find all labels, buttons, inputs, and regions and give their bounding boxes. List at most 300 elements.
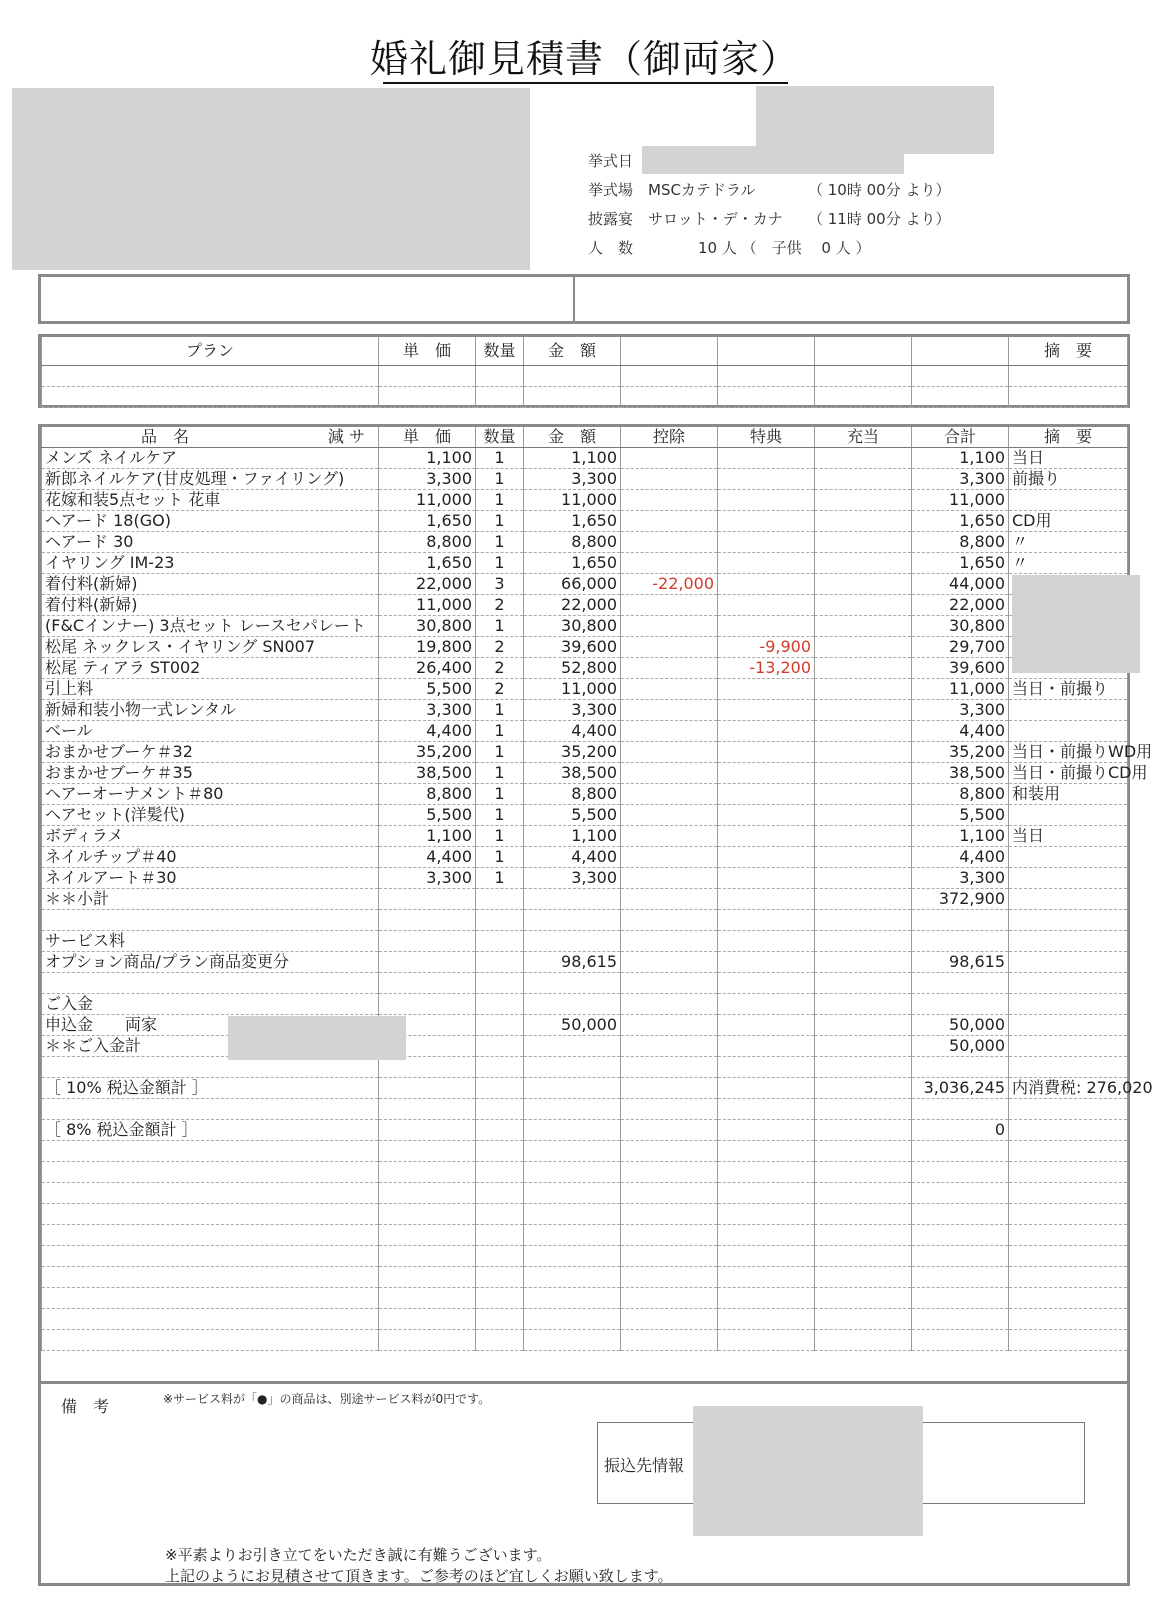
- blank-cell: [476, 1267, 524, 1288]
- cell-benefit: [718, 490, 815, 511]
- cell-item-name: メンズ ネイルケア: [42, 448, 379, 469]
- cell-remarks: 〃: [1009, 532, 1128, 553]
- cell-deduction: [621, 784, 718, 805]
- blank-cell: [621, 1036, 718, 1057]
- blank-cell: [718, 931, 815, 952]
- cell-amount: 35,200: [524, 742, 621, 763]
- summary-row: [42, 952, 1128, 973]
- plan-col-blank: [912, 337, 1009, 365]
- cell-deduction: [621, 553, 718, 574]
- items-col-allocation: 充当: [815, 427, 912, 448]
- blank-cell: [379, 889, 476, 910]
- cell-amount: 30,800: [524, 616, 621, 637]
- info-box: [38, 274, 1130, 324]
- items-col-deduction: 控除: [621, 427, 718, 448]
- blank-cell: [621, 1099, 718, 1120]
- blank-cell: [815, 889, 912, 910]
- blank-cell: [524, 1078, 621, 1099]
- items-col-benefit: 特典: [718, 427, 815, 448]
- blank-cell: [1009, 952, 1128, 973]
- item-row: [42, 721, 1128, 742]
- cell-allocation: [815, 784, 912, 805]
- blank-cell: [912, 1141, 1009, 1162]
- plan-row: [42, 386, 1128, 407]
- blank-cell: [621, 889, 718, 910]
- cell-deduction: [621, 469, 718, 490]
- venue-time: （ 10時 00分 より）: [808, 181, 951, 199]
- title-underline: [383, 82, 788, 84]
- cell-unit-price: 1,100: [379, 448, 476, 469]
- blank-cell: [621, 1141, 718, 1162]
- cell-amount: 1,650: [524, 511, 621, 532]
- cell-quantity: 1: [476, 469, 524, 490]
- tax8-total: 0: [912, 1120, 1009, 1141]
- cell-allocation: [815, 700, 912, 721]
- cell-allocation: [815, 616, 912, 637]
- deposit-item: 申込金 両家: [42, 1015, 379, 1036]
- cell-total: 5,500: [912, 805, 1009, 826]
- cell-unit-price: 3,300: [379, 700, 476, 721]
- blank-cell: [524, 1162, 621, 1183]
- items-col-name-label: 品 名: [140, 427, 189, 446]
- blank-cell: [379, 973, 476, 994]
- cell-total: 22,000: [912, 595, 1009, 616]
- blank-cell: [912, 1309, 1009, 1330]
- blank-cell: [476, 910, 524, 931]
- cell-unit-price: 35,200: [379, 742, 476, 763]
- blank-cell: [476, 1204, 524, 1225]
- deposit-sum-value: 50,000: [912, 1036, 1009, 1057]
- cell-benefit: [718, 700, 815, 721]
- cell-benefit: [718, 805, 815, 826]
- blank-cell: [621, 1078, 718, 1099]
- cell-benefit: [718, 553, 815, 574]
- blank-cell: [524, 1204, 621, 1225]
- blank-cell: [42, 1204, 379, 1225]
- cell-quantity: 1: [476, 511, 524, 532]
- blank-cell: [912, 1225, 1009, 1246]
- cell-deduction: [621, 805, 718, 826]
- item-row: [42, 784, 1128, 805]
- blank-cell: [476, 973, 524, 994]
- redacted-remarks-cells: [1012, 575, 1140, 673]
- blank-cell: [42, 1267, 379, 1288]
- blank-cell: [476, 889, 524, 910]
- item-row: [42, 574, 1128, 595]
- cell-amount: 1,100: [524, 826, 621, 847]
- blank-cell: [1009, 1183, 1128, 1204]
- blank-cell: [1009, 910, 1128, 931]
- document-title: 婚礼御見積書（御両家）: [369, 37, 799, 81]
- blank-cell: [718, 889, 815, 910]
- blank-cell: [1009, 1330, 1128, 1351]
- blank-cell: [524, 1099, 621, 1120]
- blank-cell: [815, 1246, 912, 1267]
- cell-unit-price: 1,650: [379, 553, 476, 574]
- blank-cell: [524, 1036, 621, 1057]
- cell-amount: 8,800: [524, 784, 621, 805]
- blank-cell: [621, 1015, 718, 1036]
- cell-benefit: [718, 721, 815, 742]
- blank-cell: [621, 973, 718, 994]
- cell-allocation: [815, 742, 912, 763]
- tax10-label: ［ 10% 税込金額計 ］: [42, 1078, 379, 1099]
- blank-cell: [815, 952, 912, 973]
- plan-row: [42, 365, 1128, 386]
- deposit-sum-label: ＊＊ご入金計: [42, 1036, 379, 1057]
- blank-cell: [42, 1246, 379, 1267]
- blank-cell: [1009, 1120, 1128, 1141]
- blank-cell: [379, 1246, 476, 1267]
- blank-cell: [524, 1225, 621, 1246]
- items-col-unit-price: 単 価: [379, 427, 476, 448]
- blank-cell: [912, 1288, 1009, 1309]
- blank-cell: [718, 1162, 815, 1183]
- blank-cell: [1009, 1246, 1128, 1267]
- items-col-qty: 数量: [476, 427, 524, 448]
- blank-cell: [621, 1330, 718, 1351]
- blank-cell: [476, 1099, 524, 1120]
- guests-label: 人 数: [588, 239, 634, 257]
- venue-label: 挙式場: [588, 181, 634, 199]
- blank-cell: [621, 952, 718, 973]
- blank-cell: [718, 1330, 815, 1351]
- cell-benefit: [718, 763, 815, 784]
- summary-row: [42, 1288, 1128, 1309]
- cell-deduction: [621, 448, 718, 469]
- blank-cell: [476, 1120, 524, 1141]
- blank-cell: [718, 1267, 815, 1288]
- blank-cell: [912, 994, 1009, 1015]
- cell-unit-price: 30,800: [379, 616, 476, 637]
- cell-remarks: 和装用: [1009, 784, 1128, 805]
- cell-total: 38,500: [912, 763, 1009, 784]
- cell-total: 1,650: [912, 553, 1009, 574]
- cell-deduction: [621, 658, 718, 679]
- items-col-remarks: 摘 要: [1009, 427, 1128, 448]
- cell-benefit: [718, 784, 815, 805]
- blank-cell: [379, 910, 476, 931]
- summary-row: [42, 1057, 1128, 1078]
- cell-amount: 11,000: [524, 679, 621, 700]
- cell-total: 30,800: [912, 616, 1009, 637]
- blank-cell: [476, 952, 524, 973]
- cell-item-name: 松尾 ティアラ ST002: [42, 658, 379, 679]
- blank-cell: [379, 1309, 476, 1330]
- reception-label: 披露宴: [588, 210, 634, 228]
- blank-cell: [718, 1120, 815, 1141]
- blank-cell: [912, 1204, 1009, 1225]
- item-row: [42, 469, 1128, 490]
- blank-cell: [1009, 1288, 1128, 1309]
- cell-allocation: [815, 490, 912, 511]
- cell-unit-price: 8,800: [379, 784, 476, 805]
- blank-cell: [524, 1057, 621, 1078]
- cell-item-name: 新婦和装小物一式レンタル: [42, 700, 379, 721]
- blank-cell: [476, 1036, 524, 1057]
- cell-total: 8,800: [912, 784, 1009, 805]
- items-col-total: 合計: [912, 427, 1009, 448]
- item-row: [42, 679, 1128, 700]
- blank-cell: [718, 952, 815, 973]
- cell-quantity: 1: [476, 847, 524, 868]
- cell-quantity: 1: [476, 448, 524, 469]
- cell-item-name: 松尾 ネックレス・イヤリング SN007: [42, 637, 379, 658]
- cell-quantity: 1: [476, 784, 524, 805]
- blank-cell: [718, 1309, 815, 1330]
- blank-cell: [379, 1330, 476, 1351]
- summary-row: [42, 994, 1128, 1015]
- cell-unit-price: 1,100: [379, 826, 476, 847]
- deposit-label: ご入金: [42, 994, 379, 1015]
- cell-deduction: [621, 868, 718, 889]
- item-row: [42, 700, 1128, 721]
- blank-cell: [1009, 1141, 1128, 1162]
- blank-cell: [1009, 1204, 1128, 1225]
- blank-cell: [379, 1099, 476, 1120]
- blank-cell: [524, 1141, 621, 1162]
- blank-cell: [718, 994, 815, 1015]
- cell-total: 1,650: [912, 511, 1009, 532]
- blank-cell: [815, 1099, 912, 1120]
- cell-amount: 5,500: [524, 805, 621, 826]
- cell-benefit: [718, 868, 815, 889]
- cell-quantity: 1: [476, 826, 524, 847]
- blank-cell: [476, 1057, 524, 1078]
- blank-cell: [815, 1078, 912, 1099]
- blank-cell: [1009, 1036, 1128, 1057]
- redacted-header-right: [756, 86, 994, 154]
- item-row: [42, 826, 1128, 847]
- cell-item-name: 新郎ネイルケア(甘皮処理・ファイリング): [42, 469, 379, 490]
- blank-cell: [912, 1057, 1009, 1078]
- blank-cell: [718, 1015, 815, 1036]
- cell-amount: 52,800: [524, 658, 621, 679]
- blank-cell: [379, 1141, 476, 1162]
- cell-item-name: おまかせブーケ＃35: [42, 763, 379, 784]
- cell-benefit: -13,200: [718, 658, 815, 679]
- blank-cell: [1009, 931, 1128, 952]
- item-row: [42, 511, 1128, 532]
- cell-total: 11,000: [912, 679, 1009, 700]
- cell-benefit: [718, 448, 815, 469]
- cell-remarks: 前撮り: [1009, 469, 1128, 490]
- blank-cell: [379, 1183, 476, 1204]
- cell-deduction: [621, 700, 718, 721]
- cell-quantity: 1: [476, 700, 524, 721]
- cell-unit-price: 4,400: [379, 847, 476, 868]
- cell-item-name: ヘアセット(洋髪代): [42, 805, 379, 826]
- blank-cell: [621, 1288, 718, 1309]
- blank-cell: [379, 1204, 476, 1225]
- blank-cell: [815, 1309, 912, 1330]
- cell-total: 35,200: [912, 742, 1009, 763]
- cell-remarks: CD用: [1009, 511, 1128, 532]
- blank-cell: [1009, 1015, 1128, 1036]
- cell-allocation: [815, 448, 912, 469]
- item-row: [42, 448, 1128, 469]
- cell-amount: 39,600: [524, 637, 621, 658]
- blank-cell: [476, 1246, 524, 1267]
- cell-quantity: 1: [476, 553, 524, 574]
- cell-deduction: -22,000: [621, 574, 718, 595]
- item-row: [42, 805, 1128, 826]
- ceremony-date-label: 挙式日: [588, 152, 634, 170]
- venue: MSCカテドラル: [648, 181, 756, 199]
- cell-total: 29,700: [912, 637, 1009, 658]
- cell-remarks: [1009, 490, 1128, 511]
- cell-unit-price: 26,400: [379, 658, 476, 679]
- blank-cell: [42, 1330, 379, 1351]
- blank-cell: [524, 1120, 621, 1141]
- cell-total: 1,100: [912, 448, 1009, 469]
- cell-quantity: 1: [476, 532, 524, 553]
- blank-cell: [621, 994, 718, 1015]
- plan-col-blank: [815, 337, 912, 365]
- cell-amount: 8,800: [524, 532, 621, 553]
- blank-cell: [379, 1078, 476, 1099]
- cell-remarks: [1009, 721, 1128, 742]
- blank-cell: [379, 952, 476, 973]
- cell-remarks: [1009, 847, 1128, 868]
- blank-cell: [1009, 973, 1128, 994]
- blank-cell: [379, 994, 476, 1015]
- cell-remarks: [1009, 805, 1128, 826]
- cell-unit-price: 1,650: [379, 511, 476, 532]
- cell-allocation: [815, 763, 912, 784]
- cell-deduction: [621, 847, 718, 868]
- cell-allocation: [815, 637, 912, 658]
- blank-cell: [718, 1246, 815, 1267]
- cell-total: 44,000: [912, 574, 1009, 595]
- blank-cell: [524, 1309, 621, 1330]
- blank-cell: [524, 1183, 621, 1204]
- blank-cell: [718, 1099, 815, 1120]
- blank-cell: [476, 1015, 524, 1036]
- cell-allocation: [815, 679, 912, 700]
- summary-row: [42, 1330, 1128, 1351]
- cell-item-name: ヘアード 30: [42, 532, 379, 553]
- blank-cell: [524, 889, 621, 910]
- cell-remarks: 当日・前撮りWD用: [1009, 742, 1128, 763]
- cell-amount: 11,000: [524, 490, 621, 511]
- blank-cell: [718, 1183, 815, 1204]
- item-row: [42, 763, 1128, 784]
- blank-cell: [42, 1099, 379, 1120]
- blank-cell: [621, 1120, 718, 1141]
- cell-total: 8,800: [912, 532, 1009, 553]
- summary-row: [42, 910, 1128, 931]
- blank-cell: [815, 1183, 912, 1204]
- cell-item-name: ネイルチップ＃40: [42, 847, 379, 868]
- items-header-row: [42, 427, 1128, 448]
- closing-line-1: ※平素よりお引き立てをいただき誠に有難うございます。: [165, 1546, 552, 1564]
- blank-cell: [815, 973, 912, 994]
- items-table: [41, 427, 1153, 1351]
- cell-amount: 4,400: [524, 721, 621, 742]
- summary-row: [42, 1309, 1128, 1330]
- cell-remarks: 当日・前撮りCD用: [1009, 763, 1128, 784]
- summary-row: [42, 1204, 1128, 1225]
- cell-item-name: ヘアーオーナメント＃80: [42, 784, 379, 805]
- blank-cell: [476, 1309, 524, 1330]
- cell-benefit: [718, 469, 815, 490]
- service-item: オプション商品/プラン商品変更分: [42, 952, 379, 973]
- cell-quantity: 1: [476, 616, 524, 637]
- blank-cell: [815, 1015, 912, 1036]
- cell-remarks: [1009, 700, 1128, 721]
- item-row: [42, 847, 1128, 868]
- cell-allocation: [815, 868, 912, 889]
- blank-cell: [912, 1246, 1009, 1267]
- blank-cell: [42, 1183, 379, 1204]
- blank-cell: [815, 1036, 912, 1057]
- cell-deduction: [621, 763, 718, 784]
- cell-remarks: 当日・前撮り: [1009, 679, 1128, 700]
- summary-row: [42, 1162, 1128, 1183]
- blank-cell: [815, 1204, 912, 1225]
- cell-allocation: [815, 805, 912, 826]
- blank-cell: [524, 994, 621, 1015]
- blank-cell: [718, 1141, 815, 1162]
- items-col-amount: 金 額: [524, 427, 621, 448]
- cell-benefit: [718, 532, 815, 553]
- item-row: [42, 868, 1128, 889]
- guests: 10 人 （ 子供 0 人 ）: [698, 239, 871, 257]
- blank-cell: [476, 1162, 524, 1183]
- summary-row: [42, 1183, 1128, 1204]
- service-total: 98,615: [912, 952, 1009, 973]
- plan-col-blank: [718, 337, 815, 365]
- cell-allocation: [815, 721, 912, 742]
- cell-quantity: 1: [476, 742, 524, 763]
- item-row: [42, 742, 1128, 763]
- summary-row: [42, 1267, 1128, 1288]
- blank-cell: [476, 1288, 524, 1309]
- blank-cell: [524, 1330, 621, 1351]
- blank-cell: [621, 1246, 718, 1267]
- cell-total: 39,600: [912, 658, 1009, 679]
- cell-remarks: [1009, 868, 1128, 889]
- blank-cell: [379, 931, 476, 952]
- blank-cell: [476, 1141, 524, 1162]
- event-info: [588, 150, 1008, 266]
- cell-benefit: [718, 847, 815, 868]
- cell-benefit: [718, 511, 815, 532]
- blank-cell: [1009, 1225, 1128, 1246]
- blank-cell: [718, 1288, 815, 1309]
- cell-deduction: [621, 742, 718, 763]
- blank-cell: [815, 1057, 912, 1078]
- cell-allocation: [815, 469, 912, 490]
- cell-allocation: [815, 532, 912, 553]
- cell-unit-price: 3,300: [379, 868, 476, 889]
- blank-cell: [476, 931, 524, 952]
- cell-amount: 3,300: [524, 469, 621, 490]
- blank-cell: [815, 1141, 912, 1162]
- blank-cell: [524, 1267, 621, 1288]
- cell-amount: 1,650: [524, 553, 621, 574]
- blank-cell: [476, 1078, 524, 1099]
- blank-cell: [1009, 1099, 1128, 1120]
- blank-cell: [912, 910, 1009, 931]
- cell-benefit: [718, 574, 815, 595]
- blank-cell: [379, 1225, 476, 1246]
- remarks-frame: [38, 1380, 1130, 1586]
- cell-quantity: 1: [476, 868, 524, 889]
- blank-cell: [621, 1225, 718, 1246]
- cell-unit-price: 5,500: [379, 805, 476, 826]
